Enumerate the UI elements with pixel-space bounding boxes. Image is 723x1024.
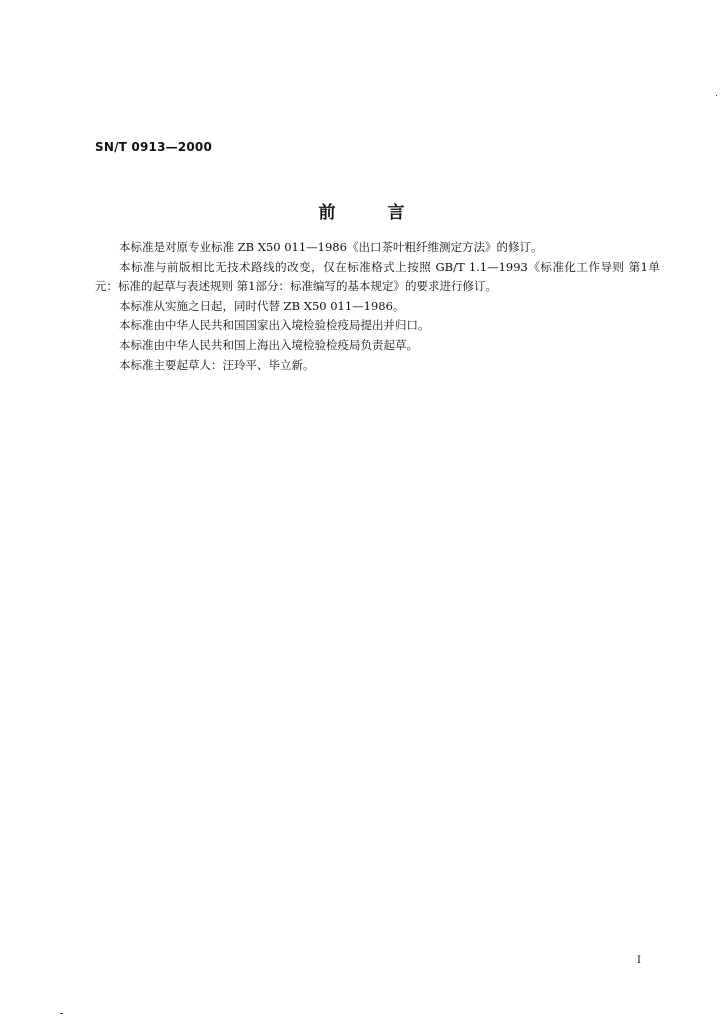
paragraph-drafting-unit: 本标准由中华人民共和国上海出入境检验检疫局负责起草。 (119, 337, 418, 352)
heading-char-2: 言 (387, 203, 405, 223)
foreword-heading (0, 198, 723, 223)
paragraph-effective: 本标准从实施之日起，同时代替 ZB X50 011—1986。 (119, 298, 405, 313)
foreword-body (95, 238, 660, 375)
scan-speck (716, 95, 717, 96)
heading-char-1: 前 (318, 203, 336, 223)
standard-code: SN/T 0913—2000 (95, 140, 213, 154)
scan-speck (60, 1013, 63, 1014)
paragraph-revision: 本标准是对原专业标准 ZB X50 011—1986《出口茶叶粗纤维测定方法》的修订。 (119, 240, 543, 254)
paragraph-drafters: 本标准主要起草人：汪玲平、毕立新。 (119, 357, 315, 372)
paragraph-proposer: 本标准由中华人民共和国国家出入境检验检疫局提出并归口。 (119, 318, 430, 333)
page-number: I (637, 955, 641, 966)
paragraph-format-change: 本标准与前版相比无技术路线的改变，仅在标准格式上按照 GB/T 1.1—1993《标准化工作导则 第1单元：标准的起草与表述规则 第1部分：标准编写的基本规定》的要求进行修订。 (95, 259, 660, 294)
